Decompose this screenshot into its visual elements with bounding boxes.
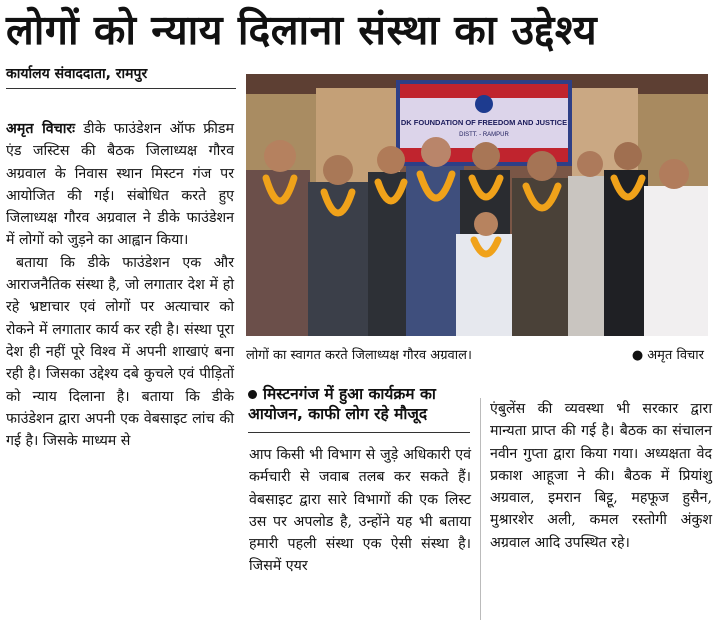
lead-text: डीके फाउंडेशन ऑफ फ्रीडम एंड जस्टिस की बैठक जिलाध्यक्ष गौरव अग्रवाल के निवास स्थान मिस्टन गंज पर आयोजित की गई। संबोधित करते हुए जिलाध्यक्ष गौरव अग्रवाल ने डीके फाउंडेशन में लोगों को जुड़ने का आह्वान किया।: [6, 121, 234, 249]
banner-subtitle: DISTT. - RAMPUR: [459, 132, 509, 138]
column-2-text: आप किसी भी विभाग से जुड़े अधिकारी एवं कर्मचारी से जवाब तलब कर सकते हैं। वेबसाइट द्वारा सारे विभागों की एक लिस्ट उस पर अपलोड है, उन्होंने यह भी बताया हमारी पहली संस्था एक ऐसी संस्था है। जिसमें एयर: [249, 447, 471, 575]
article-column-3: [490, 398, 712, 554]
article-column-1: [6, 118, 234, 452]
subhead-text: मिस्टनगंज में हुआ कार्यक्रम का आयोजन, काफी लोग रहे मौजूद: [248, 385, 436, 423]
lead-paragraph: [6, 118, 234, 252]
paragraph-2: बताया कि डीके फाउंडेशन एक और आराजनैतिक संस्था है, जो लगातार देश में हो रहे भ्रष्टाचार एवं लोगों पर अत्याचार को रोकने में लगातार कार्य कर रही है। संस्था पूरा देश ही नहीं पूरे विश्व में अपनी शाखाएं बना रही है। जिसका उद्देश्य दबे कुचले एवं पीड़ितों को न्याय दिलाना है। बताया कि डीके फाउंडेशन द्वारा अपनी एक वेबसाइट लांच की गई है। जिसके माध्यम से: [6, 254, 234, 450]
subhead: [248, 384, 470, 424]
banner-title: DK FOUNDATION OF FREEDOM AND JUSTICE: [400, 118, 568, 127]
subhead-rule: [248, 432, 470, 433]
byline-rule: [6, 88, 236, 89]
article-column-2: [249, 444, 471, 578]
lead-label: अमृत विचारः: [6, 121, 76, 137]
bullet-icon: [248, 390, 257, 399]
news-photo: [246, 74, 708, 336]
photo-caption: [246, 345, 706, 367]
headline: लोगों को न्याय दिलाना संस्था का उद्देश्य: [6, 6, 598, 54]
byline: कार्यालय संवाददाता, रामपुर: [6, 66, 148, 82]
photo-illustration: [246, 74, 708, 336]
caption-text: लोगों का स्वागत करते जिलाध्यक्ष गौरव अग्रवाल।: [246, 348, 472, 363]
column-3-text: एंबुलेंस की व्यवस्था भी सरकार द्वारा मान्यता प्राप्त की गई है। बैठक का संचालन नवीन गुप्ता द्वारा किया गया। अध्यक्षता वेद प्रकाश आहूजा ने की। बैठक में प्रियांशु अग्रवाल, इमरान बिट्टू, महफूज हुसैन, मुश्रारशेर अली, कमल रस्तोगी अंकुश अग्रवाल आदि उपस्थित रहे।: [490, 401, 712, 551]
column-divider: [480, 398, 481, 620]
photo-credit: ● अमृत विचार: [632, 345, 704, 367]
